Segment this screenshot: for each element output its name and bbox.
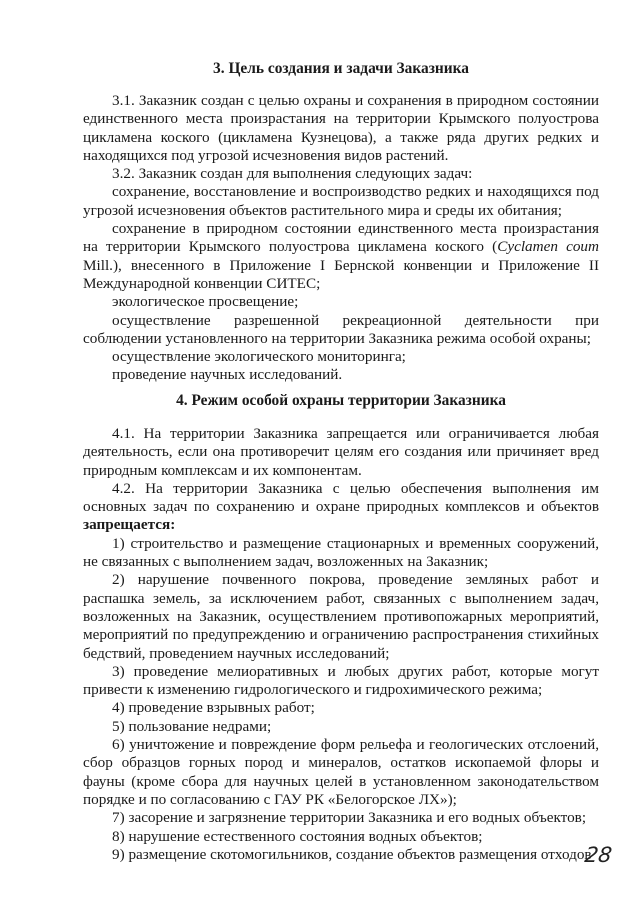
prohibition-item: 9) размещение скотомогильников, создание объектов размещения отходов — [112, 845, 592, 863]
task-item: осуществление экологического мониторинга; — [112, 348, 406, 366]
paragraph-3-1: 3.1. Заказник создан с целью охраны и сохранения в природном состоянии единственного места произрастания на территории Крымского полуострова цикламена коского (цикламена Кузнецова), а также ряда других редких и находящихся под угрозой исчезновения видов растений. — [83, 92, 599, 164]
paragraph-3-2: 3.2. Заказник создан для выполнения следующих задач: — [112, 165, 473, 183]
task-item: проведение научных исследований. — [112, 366, 343, 384]
species-latin-name: Cyclamen coum — [497, 238, 599, 256]
section-3-title: 3. Цель создания и задачи Заказника — [213, 60, 469, 77]
task-item-cyclamen — [83, 220, 599, 293]
paragraph-4-1: 4.1. На территории Заказника запрещается или ограничивается любая деятельность, если она противоречит целям его создания или причиняет вред природным комплексам и их компонентам. — [83, 425, 599, 479]
prohibition-item: 4) проведение взрывных работ; — [112, 699, 315, 717]
prohibition-item: 6) уничтожение и повреждение форм рельефа и геологических отслоений, сбор образцов горных пород и минералов, остатков ископаемой флоры и фауны (кроме сбора для научных целей в установленном законодательством порядке и по согласованию с ГАУ РК «Белогорское ЛХ»); — [83, 736, 599, 808]
prohibition-item: 5) пользование недрами; — [112, 717, 272, 735]
task-item: сохранение, восстановление и воспроизводство редких и находящихся под угрозой исчезновения объектов растительного мира и среды их обитания; — [83, 183, 599, 219]
paragraph-4-2-text: 4.2. На территории Заказника с целью обеспечения выполнения им основных задач по сохранению и охране природных комплексов и объектов — [83, 479, 599, 516]
prohibition-item: 3) проведение мелиоративных и любых других работ, которые могут привести к изменению гидрологического и гидрохимического режима; — [83, 662, 599, 699]
prohibition-item: 2) нарушение почвенного покрова, проведение земляных работ и распашка земель, за исключением работ, связанных с выполнением задач, возложенных на Заказник, осуществлением противопожарных мероприятий, мероприятий по предупреждению и ограничению распространения стихийных бедствий, проведением научных исследований; — [83, 571, 599, 662]
section-4-title: 4. Режим особой охраны территории Заказника — [176, 392, 506, 409]
task-text: сохранение в природном состоянии единственного места произрастания на территории Крымского полуострова цикламена коского ( — [83, 220, 599, 256]
paragraph-4-2 — [83, 480, 599, 535]
page-number: 28 — [583, 843, 614, 867]
section-3 — [83, 60, 599, 385]
task-item: экологическое просвещение; — [112, 293, 299, 311]
prohibition-item: 1) строительство и размещение стационарных и временных сооружений, не связанных с выполнением задач, возложенных на Заказник; — [83, 534, 599, 571]
prohibition-item: 7) засорение и загрязнение территории Заказника и его водных объектов; — [112, 809, 587, 827]
prohibited-label: запрещается: — [83, 516, 176, 534]
task-item: осуществление разрешенной рекреационной деятельности при соблюдении установленного на территории Заказника режима особой охраны; — [83, 311, 599, 347]
task-text: Mill.), внесенного в Приложение I Бернской конвенции и Приложение II Международной конвенции СИТЕС; — [83, 256, 599, 292]
prohibition-item: 8) нарушение естественного состояния водных объектов; — [112, 827, 483, 845]
section-4 — [83, 392, 599, 864]
